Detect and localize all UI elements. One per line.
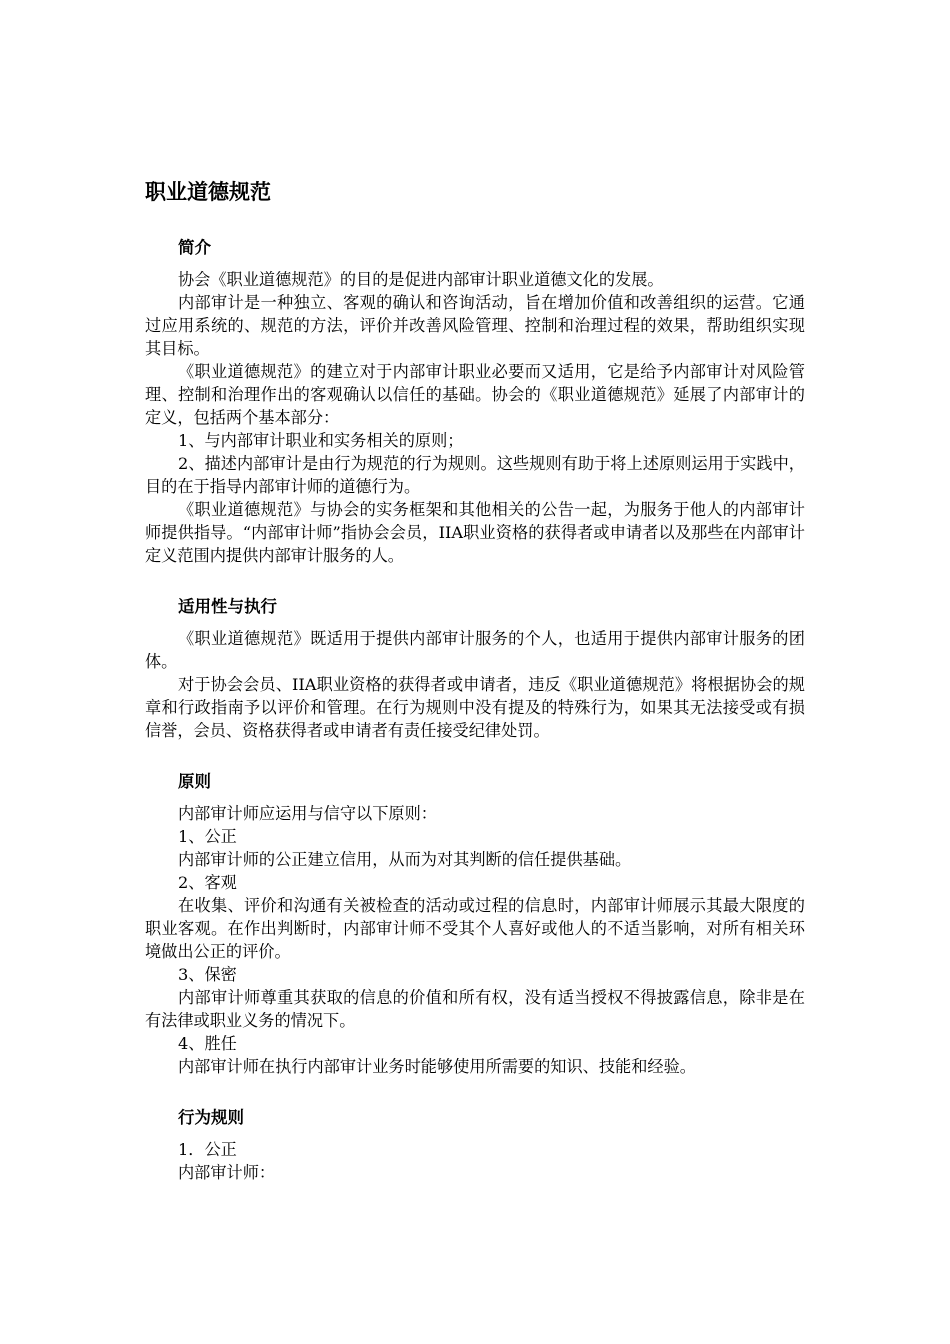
section-introduction <box>145 236 805 567</box>
paragraph: 内部审计是一种独立、客观的确认和咨询活动，旨在增加价值和改善组织的运营。它通过应用系统的、规范的方法，评价并改善风险管理、控制和治理过程的效果，帮助组织实现其目标。 <box>145 293 805 358</box>
paragraph: 协会《职业道德规范》的目的是促进内部审计职业道德文化的发展。 <box>178 270 664 289</box>
paragraph: 2、客观 <box>178 873 237 892</box>
paragraph: 在收集、评价和沟通有关被检查的活动或过程的信息时，内部审计师展示其最大限度的职业客观。在作出判断时，内部审计师不受其个人喜好或他人的不适当影响，对所有相关环境做出公正的评价。 <box>145 896 805 961</box>
paragraph: 《职业道德规范》与协会的实务框架和其他相关的公告一起，为服务于他人的内部审计师提供指导。“内部审计师”指协会会员，IIA职业资格的获得者或申请者以及那些在内部审计定义范围内提供内部审计服务的人。 <box>145 500 805 565</box>
paragraph: 3、保密 <box>178 965 237 984</box>
paragraph: 《职业道德规范》的建立对于内部审计职业必要而又适用，它是给予内部审计对风险管理、控制和治理作出的客观确认以信任的基础。协会的《职业道德规范》延展了内部审计的定义，包括两个基本部分： <box>145 362 805 427</box>
section-heading: 适用性与执行 <box>178 597 277 616</box>
paragraph: 1．公正 <box>178 1140 237 1159</box>
paragraph: 《职业道德规范》既适用于提供内部审计服务的个人，也适用于提供内部审计服务的团体。 <box>145 629 805 671</box>
section-applicability <box>145 595 805 742</box>
paragraph: 内部审计师的公正建立信用，从而为对其判断的信任提供基础。 <box>178 850 632 869</box>
section-rules-of-conduct <box>145 1106 805 1184</box>
paragraph: 内部审计师在执行内部审计业务时能够使用所需要的知识、技能和经验。 <box>178 1057 696 1076</box>
document-page <box>145 176 805 1212</box>
section-heading: 原则 <box>178 772 211 791</box>
paragraph: 1、公正 <box>178 827 237 846</box>
section-heading: 行为规则 <box>178 1108 244 1127</box>
section-heading: 简介 <box>178 238 211 257</box>
paragraph: 内部审计师尊重其获取的信息的价值和所有权，没有适当授权不得披露信息，除非是在有法律或职业义务的情况下。 <box>145 988 805 1030</box>
document-title: 职业道德规范 <box>145 180 271 204</box>
paragraph: 内部审计师应运用与信守以下原则： <box>178 804 437 823</box>
section-principles <box>145 770 805 1078</box>
paragraph: 2、描述内部审计是由行为规范的行为规则。这些规则有助于将上述原则运用于实践中，目的在于指导内部审计师的道德行为。 <box>145 454 805 496</box>
paragraph: 1、与内部审计职业和实务相关的原则； <box>178 431 464 450</box>
paragraph: 内部审计师： <box>178 1163 276 1182</box>
paragraph: 对于协会会员、IIA职业资格的获得者或申请者，违反《职业道德规范》将根据协会的规章和行政指南予以评价和管理。在行为规则中没有提及的特殊行为，如果其无法接受或有损信誉，会员、资格获得者或申请者有责任接受纪律处罚。 <box>145 675 805 740</box>
paragraph: 4、胜任 <box>178 1034 237 1053</box>
